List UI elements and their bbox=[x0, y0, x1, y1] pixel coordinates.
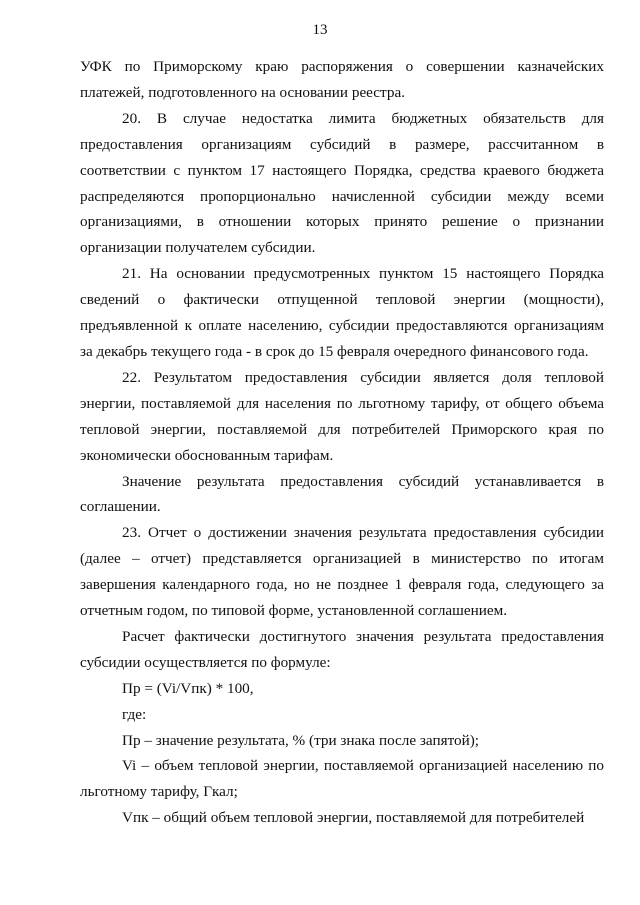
definition-vpk: Vпк – общий объем тепловой энергии, поставляемой для потребителей bbox=[122, 809, 585, 827]
document-body bbox=[80, 54, 604, 831]
page-number: 13 bbox=[312, 22, 328, 38]
paragraph-21: 21. На основании предусмотренных пунктом 15 настоящего Порядка сведений о фактически отпущенной тепловой энергии (мощности), предъявленной к оплате населению, субсидии предоставляются организациям за декабрь текущего года - в срок до 15 февраля очередного финансового года. bbox=[80, 265, 604, 360]
paragraph-continuation: УФК по Приморскому краю распоряжения о совершении казначейских платежей, подготовленного на основании реестра. bbox=[80, 58, 604, 101]
paragraph-23-calculation: Расчет фактически достигнутого значения результата предоставления субсидии осуществляется по формуле: bbox=[80, 627, 604, 671]
definition-pr: Пр – значение результата, % (три знака после запятой); bbox=[122, 731, 480, 749]
definition-vi: Vi – объем тепловой энергии, поставляемой организацией населению по льготному тарифу, Гкал; bbox=[80, 757, 604, 801]
paragraph-22-result-value: Значение результата предоставления субсидий устанавливается в соглашении. bbox=[80, 472, 604, 516]
paragraph-20: 20. В случае недостатка лимита бюджетных обязательств для предоставления организациям субсидий в размере, рассчитанном в соответствии с пунктом 17 настоящего Порядка, средства краевого бюджета распределяются пропорционально начисленной субсидии между всеми организациями, в отношении которых принято решение о признании организации получателем субсидии. bbox=[80, 109, 604, 257]
paragraph-23: 23. Отчет о достижении значения результата предоставления субсидии (далее – отчет) представляется организацией в министерство по итогам завершения календарного года, но не позднее 1 февраля года, следующего за отчетным годом, по типовой форме, установленной соглашением. bbox=[80, 524, 604, 620]
formula-where: где: bbox=[122, 705, 147, 723]
paragraph-22: 22. Результатом предоставления субсидии является доля тепловой энергии, поставляемой для населения по льготному тарифу, от общего объема тепловой энергии, поставляемой для потребителей Приморского края по экономически обоснованным тарифам. bbox=[80, 368, 604, 464]
formula: Пр = (Vi/Vпк) * 100, bbox=[122, 679, 254, 697]
